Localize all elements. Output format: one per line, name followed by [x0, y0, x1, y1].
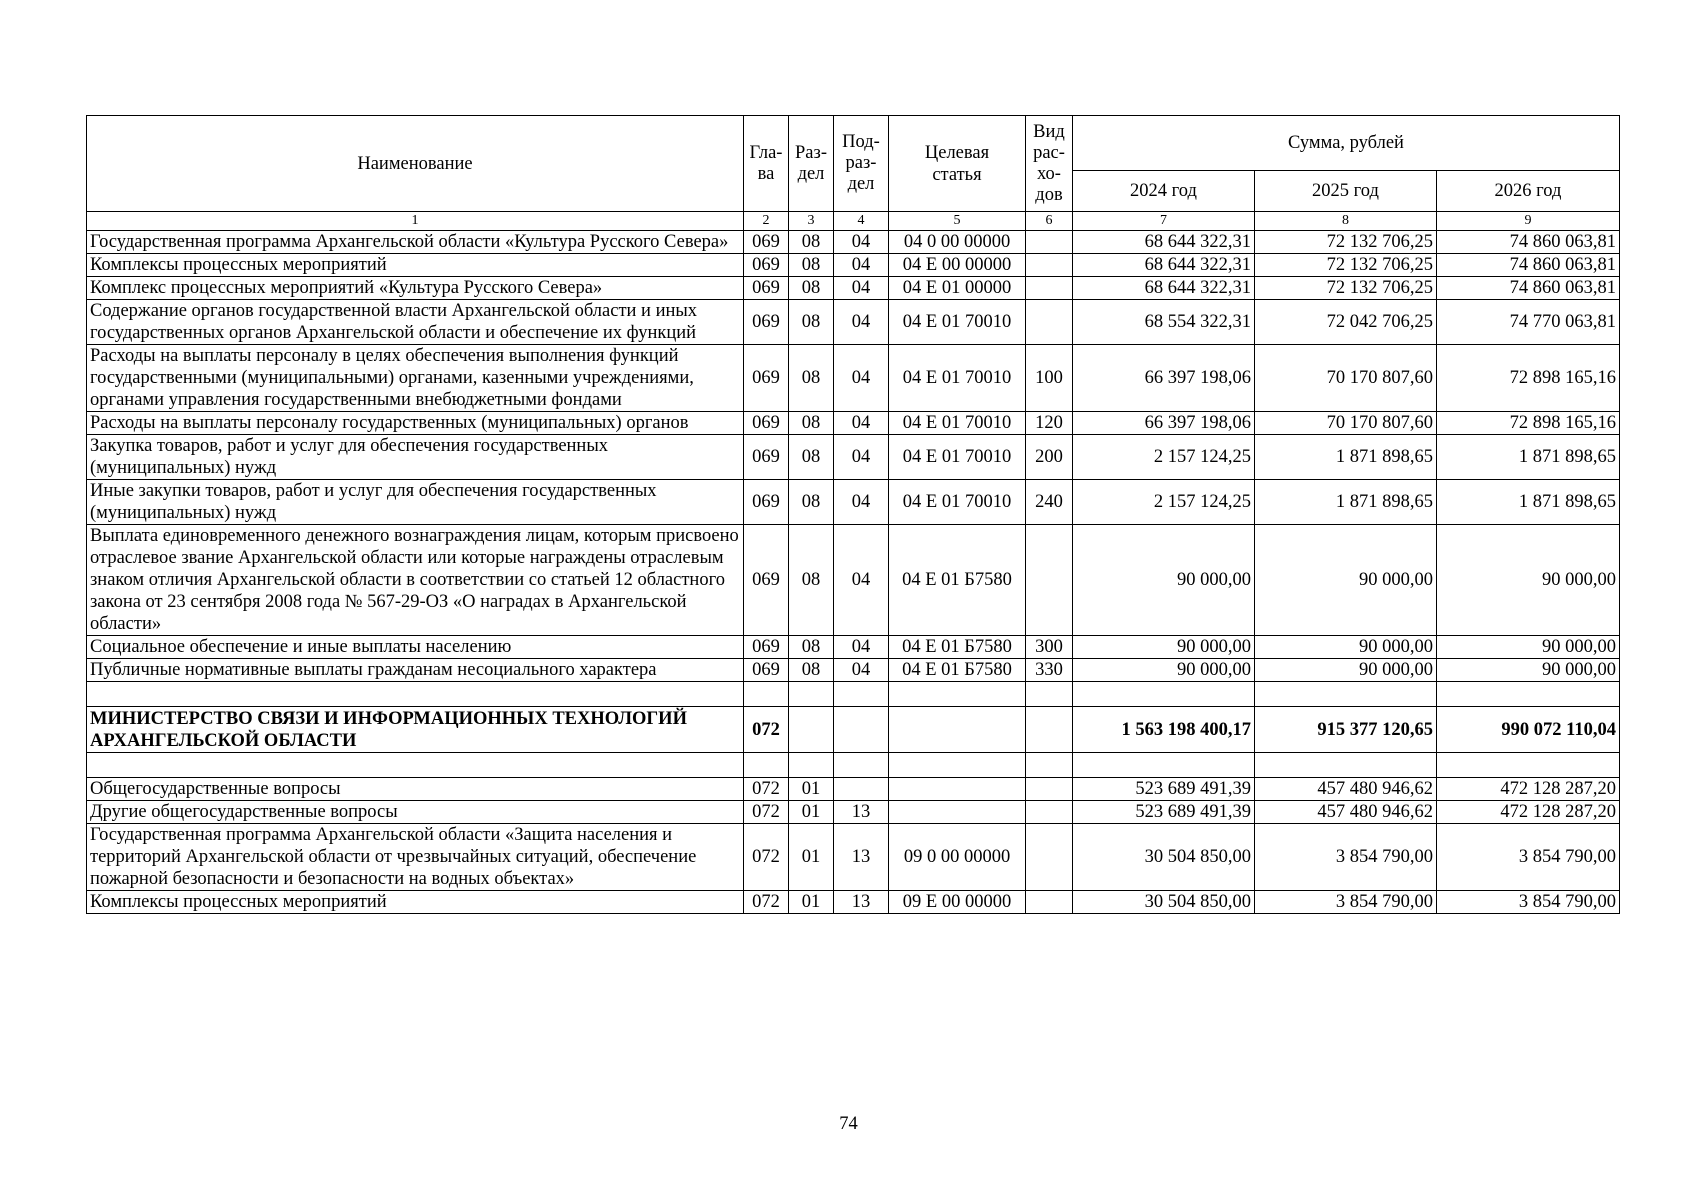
- row-sum-2024: 68 644 322,31: [1073, 277, 1255, 300]
- col-number: 1: [87, 212, 744, 231]
- row-sum-2025: 90 000,00: [1255, 525, 1437, 636]
- col-number: 9: [1437, 212, 1620, 231]
- table-row: [87, 659, 1620, 682]
- ministry-row: [87, 707, 1620, 753]
- ministry-sum-2024: 1 563 198 400,17: [1073, 707, 1255, 753]
- table-row: [87, 824, 1620, 891]
- row-sum-2025: 90 000,00: [1255, 659, 1437, 682]
- row-vid: 120: [1026, 412, 1073, 435]
- row-sum-2025: 1 871 898,65: [1255, 480, 1437, 525]
- row-vid: 330: [1026, 659, 1073, 682]
- row-glava: 069: [744, 231, 789, 254]
- table-row: [87, 435, 1620, 480]
- ministry-sum-2026: 990 072 110,04: [1437, 707, 1620, 753]
- row-sum-2025: 457 480 946,62: [1255, 801, 1437, 824]
- row-sum-2026: 90 000,00: [1437, 636, 1620, 659]
- row-sum-2026: 72 898 165,16: [1437, 412, 1620, 435]
- col-header-2026: 2026 год: [1437, 171, 1620, 212]
- row-glava: 069: [744, 277, 789, 300]
- row-razdel: 08: [789, 435, 834, 480]
- row-glava: 069: [744, 412, 789, 435]
- ministry-glava: 072: [744, 707, 789, 753]
- table-row: [87, 300, 1620, 345]
- table-row: [87, 277, 1620, 300]
- row-podrazdel: [834, 778, 889, 801]
- row-razdel: 08: [789, 345, 834, 412]
- row-sum-2026: 1 871 898,65: [1437, 480, 1620, 525]
- col-header-name: Наименование: [87, 116, 744, 212]
- row-vid: [1026, 231, 1073, 254]
- row-sum-2024: 90 000,00: [1073, 659, 1255, 682]
- col-number: 5: [889, 212, 1026, 231]
- row-razdel: 08: [789, 636, 834, 659]
- table-row: [87, 412, 1620, 435]
- row-sum-2026: 72 898 165,16: [1437, 345, 1620, 412]
- row-vid: 300: [1026, 636, 1073, 659]
- row-razdel: 08: [789, 525, 834, 636]
- row-tselevaya: 04 0 00 00000: [889, 231, 1026, 254]
- table-row: [87, 480, 1620, 525]
- col-number: 4: [834, 212, 889, 231]
- col-header-2025: 2025 год: [1255, 171, 1437, 212]
- table-row: [87, 891, 1620, 914]
- col-header-vid: Вид рас- хо- дов: [1026, 116, 1073, 212]
- row-tselevaya: 09 0 00 00000: [889, 824, 1026, 891]
- table-row: [87, 778, 1620, 801]
- row-sum-2024: 66 397 198,06: [1073, 412, 1255, 435]
- col-number: 3: [789, 212, 834, 231]
- table-body-072-header: [87, 682, 1620, 778]
- row-tselevaya: 04 Е 01 Б7580: [889, 636, 1026, 659]
- row-sum-2024: 66 397 198,06: [1073, 345, 1255, 412]
- row-razdel: 08: [789, 231, 834, 254]
- table-row: [87, 345, 1620, 412]
- row-vid: [1026, 824, 1073, 891]
- row-sum-2026: 1 871 898,65: [1437, 435, 1620, 480]
- row-sum-2026: 3 854 790,00: [1437, 824, 1620, 891]
- row-podrazdel: 04: [834, 480, 889, 525]
- row-podrazdel: 13: [834, 891, 889, 914]
- row-sum-2026: 3 854 790,00: [1437, 891, 1620, 914]
- row-podrazdel: 04: [834, 254, 889, 277]
- col-number: 7: [1073, 212, 1255, 231]
- row-sum-2024: 90 000,00: [1073, 525, 1255, 636]
- ministry-name: МИНИСТЕРСТВО СВЯЗИ И ИНФОРМАЦИОННЫХ ТЕХНОЛОГИЙ АРХАНГЕЛЬСКОЙ ОБЛАСТИ: [87, 707, 744, 753]
- row-sum-2026: 74 860 063,81: [1437, 254, 1620, 277]
- row-tselevaya: 04 Е 01 Б7580: [889, 525, 1026, 636]
- row-glava: 072: [744, 891, 789, 914]
- row-glava: 072: [744, 801, 789, 824]
- row-tselevaya: 04 Е 01 70010: [889, 345, 1026, 412]
- spacer-row: [87, 682, 1620, 707]
- row-sum-2025: 72 132 706,25: [1255, 254, 1437, 277]
- row-razdel: 01: [789, 824, 834, 891]
- row-sum-2024: 523 689 491,39: [1073, 801, 1255, 824]
- row-sum-2026: 74 860 063,81: [1437, 277, 1620, 300]
- row-vid: 200: [1026, 435, 1073, 480]
- row-podrazdel: 04: [834, 345, 889, 412]
- row-glava: 069: [744, 636, 789, 659]
- row-sum-2025: 457 480 946,62: [1255, 778, 1437, 801]
- row-tselevaya: 04 Е 01 70010: [889, 300, 1026, 345]
- row-sum-2024: 523 689 491,39: [1073, 778, 1255, 801]
- row-sum-2025: 3 854 790,00: [1255, 824, 1437, 891]
- row-podrazdel: 13: [834, 824, 889, 891]
- row-glava: 069: [744, 480, 789, 525]
- col-number: 2: [744, 212, 789, 231]
- row-name: Расходы на выплаты персоналу государственных (муниципальных) органов: [87, 412, 744, 435]
- row-razdel: 01: [789, 891, 834, 914]
- row-razdel: 08: [789, 659, 834, 682]
- row-sum-2026: 472 128 287,20: [1437, 801, 1620, 824]
- row-sum-2024: 2 157 124,25: [1073, 480, 1255, 525]
- row-razdel: 01: [789, 801, 834, 824]
- row-sum-2025: 90 000,00: [1255, 636, 1437, 659]
- table-row: [87, 525, 1620, 636]
- row-name: Общегосударственные вопросы: [87, 778, 744, 801]
- row-name: Другие общегосударственные вопросы: [87, 801, 744, 824]
- row-podrazdel: 04: [834, 435, 889, 480]
- row-sum-2024: 30 504 850,00: [1073, 824, 1255, 891]
- row-podrazdel: 13: [834, 801, 889, 824]
- ministry-sum-2025: 915 377 120,65: [1255, 707, 1437, 753]
- col-header-2024: 2024 год: [1073, 171, 1255, 212]
- row-tselevaya: [889, 801, 1026, 824]
- col-number: 8: [1255, 212, 1437, 231]
- row-vid: [1026, 300, 1073, 345]
- table-row: [87, 801, 1620, 824]
- row-name: Закупка товаров, работ и услуг для обеспечения государственных (муниципальных) нужд: [87, 435, 744, 480]
- row-sum-2024: 68 644 322,31: [1073, 231, 1255, 254]
- row-sum-2025: 3 854 790,00: [1255, 891, 1437, 914]
- row-name: Выплата единовременного денежного вознаграждения лицам, которым присвоено отраслевое звание Архангельской области или которые награждены отраслевым знаком отличия Архангельской области в соответствии со статьей 12 областного закона от 23 сентября 2008 года № 567-29-ОЗ «О наградах в Архангельской области»: [87, 525, 744, 636]
- spacer-row: [87, 753, 1620, 778]
- row-sum-2024: 30 504 850,00: [1073, 891, 1255, 914]
- row-tselevaya: 04 Е 01 Б7580: [889, 659, 1026, 682]
- row-glava: 069: [744, 525, 789, 636]
- row-sum-2024: 68 644 322,31: [1073, 254, 1255, 277]
- row-sum-2025: 1 871 898,65: [1255, 435, 1437, 480]
- row-tselevaya: 04 Е 01 70010: [889, 435, 1026, 480]
- row-glava: 072: [744, 778, 789, 801]
- budget-table: [86, 115, 1620, 914]
- row-vid: [1026, 525, 1073, 636]
- row-name: Расходы на выплаты персоналу в целях обеспечения выполнения функций государственными (муниципальными) органами, казенными учреждениями, органами управления государственными внебюджетными фондами: [87, 345, 744, 412]
- row-vid: 100: [1026, 345, 1073, 412]
- row-glava: 069: [744, 345, 789, 412]
- row-podrazdel: 04: [834, 525, 889, 636]
- row-vid: [1026, 778, 1073, 801]
- row-sum-2024: 90 000,00: [1073, 636, 1255, 659]
- row-razdel: 08: [789, 254, 834, 277]
- row-sum-2026: 74 860 063,81: [1437, 231, 1620, 254]
- row-vid: [1026, 254, 1073, 277]
- row-razdel: 08: [789, 300, 834, 345]
- row-glava: 069: [744, 300, 789, 345]
- row-tselevaya: [889, 778, 1026, 801]
- row-vid: [1026, 891, 1073, 914]
- row-sum-2026: 472 128 287,20: [1437, 778, 1620, 801]
- row-podrazdel: 04: [834, 277, 889, 300]
- row-sum-2025: 72 132 706,25: [1255, 231, 1437, 254]
- col-header-podrazdel: Под- раз- дел: [834, 116, 889, 212]
- row-glava: 069: [744, 659, 789, 682]
- row-sum-2024: 2 157 124,25: [1073, 435, 1255, 480]
- row-podrazdel: 04: [834, 231, 889, 254]
- row-razdel: 08: [789, 277, 834, 300]
- row-name: Публичные нормативные выплаты гражданам несоциального характера: [87, 659, 744, 682]
- row-podrazdel: 04: [834, 300, 889, 345]
- table-body-069: [87, 231, 1620, 682]
- row-name: Комплексы процессных мероприятий: [87, 891, 744, 914]
- row-sum-2026: 90 000,00: [1437, 659, 1620, 682]
- row-tselevaya: 04 Е 00 00000: [889, 254, 1026, 277]
- row-glava: 072: [744, 824, 789, 891]
- row-name: Комплекс процессных мероприятий «Культура Русского Севера»: [87, 277, 744, 300]
- row-tselevaya: 09 Е 00 00000: [889, 891, 1026, 914]
- row-glava: 069: [744, 254, 789, 277]
- row-name: Государственная программа Архангельской области «Культура Русского Севера»: [87, 231, 744, 254]
- col-header-summa: Сумма, рублей: [1073, 116, 1620, 171]
- col-number: 6: [1026, 212, 1073, 231]
- page-number: 74: [839, 1114, 858, 1134]
- row-tselevaya: 04 Е 01 70010: [889, 412, 1026, 435]
- row-glava: 069: [744, 435, 789, 480]
- table-row: [87, 254, 1620, 277]
- table-row: [87, 231, 1620, 254]
- row-name: Социальное обеспечение и иные выплаты населению: [87, 636, 744, 659]
- row-sum-2024: 68 554 322,31: [1073, 300, 1255, 345]
- row-sum-2025: 72 132 706,25: [1255, 277, 1437, 300]
- row-tselevaya: 04 Е 01 70010: [889, 480, 1026, 525]
- col-header-razdel: Раз- дел: [789, 116, 834, 212]
- table-row: [87, 636, 1620, 659]
- row-sum-2025: 70 170 807,60: [1255, 412, 1437, 435]
- col-header-glava: Гла- ва: [744, 116, 789, 212]
- row-name: Содержание органов государственной власти Архангельской области и иных государственных органов Архангельской области и обеспечение их функций: [87, 300, 744, 345]
- row-razdel: 08: [789, 480, 834, 525]
- row-razdel: 08: [789, 412, 834, 435]
- row-vid: [1026, 277, 1073, 300]
- row-sum-2026: 74 770 063,81: [1437, 300, 1620, 345]
- row-sum-2026: 90 000,00: [1437, 525, 1620, 636]
- row-tselevaya: 04 Е 01 00000: [889, 277, 1026, 300]
- row-vid: [1026, 801, 1073, 824]
- row-podrazdel: 04: [834, 659, 889, 682]
- row-podrazdel: 04: [834, 412, 889, 435]
- row-vid: 240: [1026, 480, 1073, 525]
- row-name: Иные закупки товаров, работ и услуг для обеспечения государственных (муниципальных) нужд: [87, 480, 744, 525]
- table-body-072: [87, 778, 1620, 914]
- col-header-tselevaya: Целевая статья: [889, 116, 1026, 212]
- row-sum-2025: 70 170 807,60: [1255, 345, 1437, 412]
- row-sum-2025: 72 042 706,25: [1255, 300, 1437, 345]
- row-podrazdel: 04: [834, 636, 889, 659]
- row-razdel: 01: [789, 778, 834, 801]
- row-name: Государственная программа Архангельской области «Защита населения и территорий Архангельской области от чрезвычайных ситуаций, обеспечение пожарной безопасности и безопасности на водных объектах»: [87, 824, 744, 891]
- row-name: Комплексы процессных мероприятий: [87, 254, 744, 277]
